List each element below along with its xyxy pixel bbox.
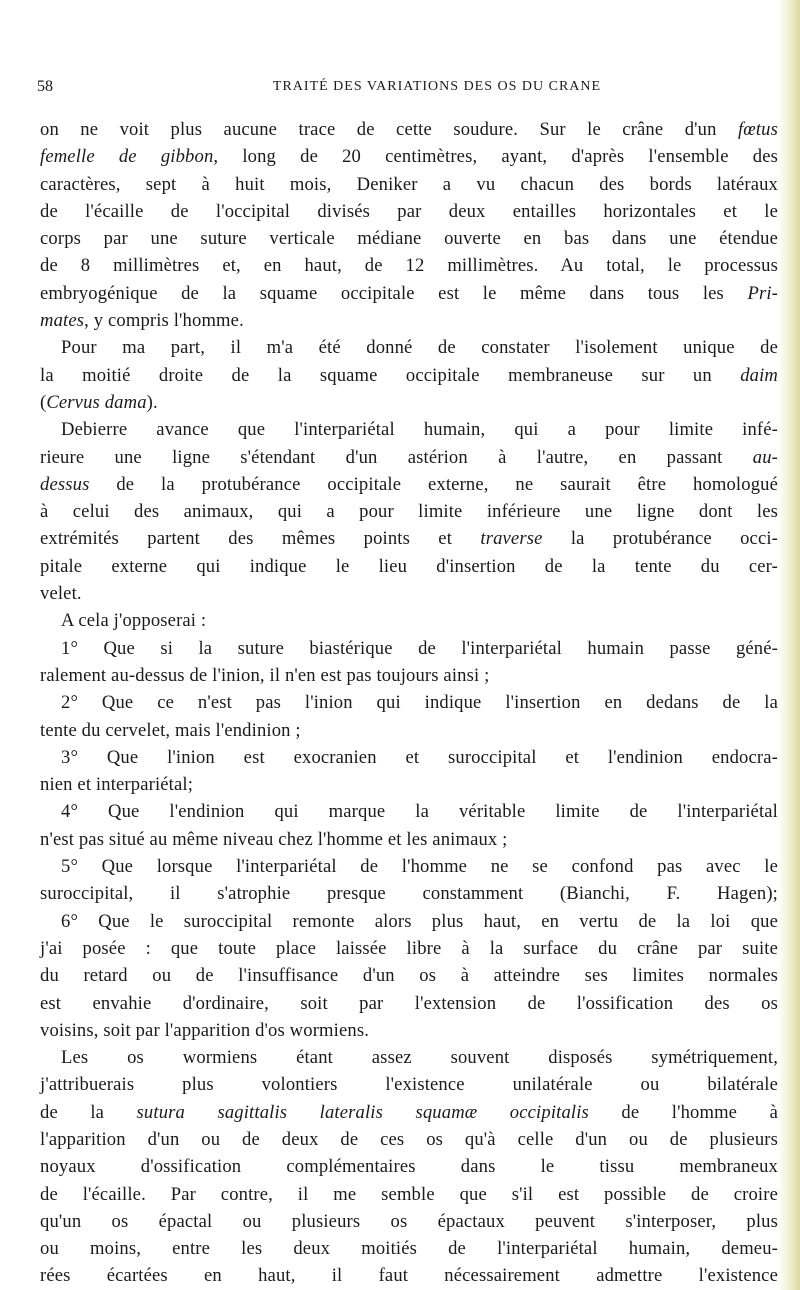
text-line — [40, 444, 778, 471]
text-run: de 8 millimètres et, en haut, de 12 millimètres. Au total, le processus — [40, 255, 778, 277]
text-line — [40, 908, 778, 935]
text-run: velet. — [40, 583, 82, 605]
text-run: ou moins, entre les deux moitiés de l'interpariétal humain, demeu- — [40, 1238, 778, 1260]
text-run: voisins, soit par l'apparition d'os wormiens. — [40, 1019, 369, 1041]
text-run: caractères, sept à huit mois, Deniker a vu chacun des bords latéraux — [40, 173, 778, 195]
text-line — [40, 116, 778, 143]
text-line — [40, 1153, 778, 1180]
text-line — [40, 280, 778, 307]
text-run: 3° Que l'inion est exocranien et suroccipital et l'endinion endocra- — [61, 746, 778, 768]
text-line — [40, 689, 778, 716]
text-run: extrémités partent des mêmes points et — [40, 528, 481, 550]
running-title: TRAITÉ DES VARIATIONS DES OS DU CRANE — [272, 79, 602, 94]
text-run: du retard ou de l'insuffisance d'un os à atteindre ses limites normales — [40, 965, 778, 987]
text-run: pitale externe qui indique le lieu d'insertion de la tente du cer- — [40, 555, 778, 577]
text-run: j'ai posée : que toute place laissée libre à la surface du crâne par suite — [40, 937, 778, 959]
text-line — [40, 635, 778, 662]
text-line — [40, 1126, 778, 1153]
text-line — [40, 416, 778, 443]
text-run: rées écartées en haut, il faut nécessairement admettre l'existence — [40, 1265, 778, 1287]
text-line — [40, 826, 778, 853]
text-line — [40, 1099, 778, 1126]
text-line — [40, 1044, 778, 1071]
italic-text: femelle de gibbon — [40, 146, 214, 168]
text-line — [40, 362, 778, 389]
text-run: est envahie d'ordinaire, soit par l'extension de l'ossification des os — [40, 992, 778, 1014]
text-run: tente du cervelet, mais l'endinion ; — [40, 719, 301, 741]
text-line — [40, 580, 778, 607]
text-line — [40, 853, 778, 880]
text-run: de l'écaille. Par contre, il me semble que s'il est possible de croire — [40, 1183, 778, 1205]
page-edge — [778, 0, 800, 1290]
text-run: à celui des animaux, qui a pour limite inférieure une ligne dont les — [40, 501, 778, 523]
text-run: j'attribuerais plus volontiers l'existence unilatérale ou bilatérale — [40, 1074, 778, 1096]
text-run: 5° Que lorsque l'interpariétal de l'homme ne se confond pas avec le — [61, 856, 778, 878]
text-line — [40, 143, 778, 170]
text-run: 4° Que l'endinion qui marque la véritable limite de l'interpariétal — [61, 801, 778, 823]
text-run: 6° Que le suroccipital remonte alors plus haut, en vertu de la loi que — [61, 910, 778, 932]
text-run: nien et interpariétal; — [40, 774, 194, 796]
text-line — [40, 880, 778, 907]
text-line — [40, 171, 778, 198]
text-run: , y compris l'homme. — [84, 310, 244, 332]
text-run: corps par une suture verticale médiane ouverte en bas dans une étendue — [40, 228, 778, 250]
text-run: ralement au-dessus de l'inion, il n'en est pas toujours ainsi ; — [40, 664, 490, 686]
text-line — [40, 744, 778, 771]
text-run: 1° Que si la suture biastérique de l'interpariétal humain passe géné- — [61, 637, 778, 659]
text-run: Debierre avance que l'interpariétal humain, qui a pour limite infé- — [61, 419, 778, 441]
text-run: embryogénique de la squame occipitale est le même dans tous les — [40, 282, 748, 304]
text-line — [40, 1262, 778, 1289]
text-line — [40, 935, 778, 962]
text-line — [40, 1071, 778, 1098]
text-run: suroccipital, il s'atrophie presque constamment (Bianchi, F. Hagen); — [40, 883, 778, 905]
text-run: de la protubérance occipitale externe, ne saurait être homologué — [89, 473, 778, 495]
text-run: 2° Que ce n'est pas l'inion qui indique l'insertion en dedans de la — [61, 692, 778, 714]
text-line — [40, 662, 778, 689]
italic-text: Pri- — [747, 282, 778, 304]
text-line — [40, 553, 778, 580]
text-run: de l'écaille de l'occipital divisés par deux entailles horizontales et le — [40, 200, 778, 222]
text-run: on ne voit plus aucune trace de cette soudure. Sur le crâne d'un — [40, 119, 738, 140]
text-line — [40, 471, 778, 498]
text-line — [40, 1017, 778, 1044]
text-line — [40, 1181, 778, 1208]
italic-text: traverse — [480, 528, 543, 550]
italic-text: mates — [40, 310, 85, 332]
text-run: la protubérance occi- — [542, 528, 778, 550]
text-run: rieure une ligne s'étendant d'un astérion à l'autre, en passant — [40, 446, 753, 468]
text-line — [40, 389, 778, 416]
page-header — [37, 78, 777, 102]
text-run: la moitié droite de la squame occipitale membraneuse sur un — [40, 364, 741, 386]
italic-text: daim — [740, 364, 778, 386]
text-line — [40, 1208, 778, 1235]
text-run: , long de 20 centimètres, ayant, d'après l'ensemble des — [213, 146, 778, 168]
text-line — [40, 307, 778, 334]
text-line — [40, 607, 778, 634]
text-run: de la — [40, 1101, 137, 1123]
text-run: n'est pas situé au même niveau chez l'homme et les animaux ; — [40, 828, 508, 850]
text-line — [40, 334, 778, 361]
text-run: A cela j'opposerai : — [61, 610, 207, 632]
italic-text: Cervus dama — [46, 391, 147, 413]
body-text — [40, 116, 778, 1290]
text-line — [40, 771, 778, 798]
text-line — [40, 1235, 778, 1262]
text-run: Pour ma part, il m'a été donné de constater l'isolement unique de — [61, 337, 778, 359]
text-line — [40, 962, 778, 989]
text-line — [40, 798, 778, 825]
text-run: noyaux d'ossification complémentaires dans le tissu membraneux — [40, 1156, 778, 1178]
italic-text: fœtus — [737, 119, 778, 140]
text-run: qu'un os épactal ou plusieurs os épactaux peuvent s'interposer, plus — [40, 1210, 778, 1232]
text-run: de l'homme à — [588, 1101, 778, 1123]
text-run: ( — [40, 391, 47, 413]
text-line — [40, 717, 778, 744]
text-run: Les os wormiens étant assez souvent disposés symétriquement, — [61, 1047, 778, 1069]
text-line — [40, 525, 778, 552]
italic-text: sutura sagittalis lateralis squamæ occipitalis — [136, 1101, 589, 1123]
italic-text: dessus — [40, 473, 90, 495]
text-line — [40, 198, 778, 225]
text-run: l'apparition d'un ou de deux de ces os qu'à celle d'un ou de plusieurs — [40, 1128, 778, 1150]
text-line — [40, 990, 778, 1017]
text-line — [40, 498, 778, 525]
text-line — [40, 225, 778, 252]
text-run: ). — [146, 391, 158, 413]
italic-text: au- — [752, 446, 778, 468]
page-number: 58 — [37, 78, 53, 95]
text-line — [40, 252, 778, 279]
